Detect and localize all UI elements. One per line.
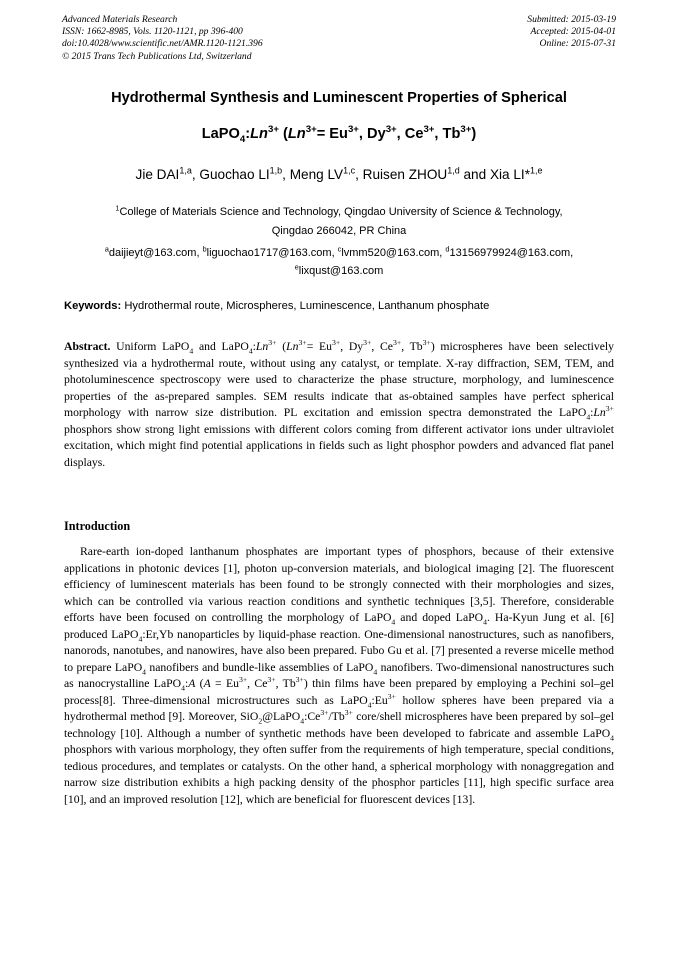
email-address: 13156979924@163.com xyxy=(449,247,571,259)
author-marker: 1,b xyxy=(269,165,283,176)
affiliation-line1 xyxy=(50,203,628,222)
journal-issn: ISSN: 1662-8985, Vols. 1120-1121, pp 396-400 xyxy=(62,26,243,38)
author-marker: 1,d xyxy=(447,165,460,176)
author-name: Xia LI* xyxy=(489,167,531,182)
author-name: Jie DAI xyxy=(135,167,180,182)
author-marker: 1,c xyxy=(343,165,356,176)
affiliation-line2: Qingdao 266042, PR China xyxy=(271,225,407,237)
introduction-text: Rare-earth ion-doped lanthanum phosphates are important types of phosphors, because of their extensive applications in photonic devices [1], photon up-conversion materials, and biological imaging [2]. The fluorescent efficiency of luminescent materials has been found to be strongly connected with their morphologies and sizes, which can be controlled via various reaction conditions and synthetic techniques [3,5]. Therefore, considerable efforts have been focused on controlling the morphology of LaPO$_4$ and doped LaPO$_4$. Ha-Kyun Jung et al. [6] produced LaPO$_4$:Er,Yb nanoparticles by liquid-phase reaction. One-dimensional nanostructures, such as nanofibers, nanorods, nanotubes, and nanowires, have also been prepared. Fubo Gu et al. [7] presented a reverse micelle method to prepare LaPO$_4$ nanofibers and bundle-like assemblies of LaPO$_4$ nanofibers. Two-dimensional nanostructures such as nanocrystalline LaPO$_4$:A ($A = Eu^{3+}$, $Ce^{3+}$, $Tb^{3+}$) thin films have been prepared by employing a Pechini sol–gel process[8]. Three-dimensional microstructures such as $LaPO_4:Eu^{3+}$ hollow spheres have been prepared via a hydrothermal method [9]. Moreover, $SiO_2@LaPO_4:Ce^{3+}/Tb^{3+}$ core/shell microspheres have been prepared by sol–gel technology [10]. Although a number of synthetic methods have been developed to fabricate and assemble LaPO$_4$ phosphors with various morphology, they often suffer from the requirements of high temperature, special conditions, tedious procedures, and templates or catalysts. On the other hand, a spherical morphology with nonaggregation and narrow size distribution exhibits a high packing density of the phosphor particles [11], high specific surface area [10], and an improved resolution [12], which are beneficial for fluorescent devices [13]. xyxy=(64,545,615,806)
introduction-heading: Introduction xyxy=(64,519,131,533)
email-marker: b xyxy=(202,244,207,254)
email-marker: a xyxy=(104,244,109,254)
keywords xyxy=(64,300,624,312)
abstract-text: Uniform LaPO$_4$ and $LaPO_4:Ln^{3+}$ ($Ln^{3+}= Eu^{3+}$, $Dy^{3+}$, $Ce^{3+}$, $Tb^{3+}$) microspheres have been selectively synthesized via a hydrothermal route, without using any catalyst, or template. X-ray diffraction, SEM, TEM, and photoluminescence spectroscopy were used to characterize the phase structure, morphology, and luminescence properties of the as-prepared samples. SEM results indicate that as-obtained samples have perfect spherical morphology with narrow size distribution. PL excitation and emission spectra demonstrated the $LaPO_4:Ln^{3+}$ phosphors show strong light emissions with different colors coming from different activator ions under ultraviolet excitation, which might find potential applications in fields such as light phosphor powders and advanced flat panel displays. xyxy=(64,338,614,469)
email-address: lvmm520@163.com xyxy=(341,247,440,259)
journal-doi: doi:10.4028/www.scientific.net/AMR.1120-1121.396 xyxy=(62,38,263,50)
email-marker: c xyxy=(337,244,342,254)
affiliation-text: College of Materials Science and Technology, Qingdao University of Science & Technology, xyxy=(119,206,563,218)
author-marker: 1,a xyxy=(179,165,192,176)
keywords-label: Keywords: xyxy=(64,300,122,312)
email-address: daijieyt@163.com xyxy=(108,247,197,259)
author-name: Ruisen ZHOU xyxy=(362,167,448,182)
author-name: Meng LV xyxy=(289,167,344,182)
email-list: $^a$daijieyt@163.com, $^b$liguochao1717@163.com, $^c$lvmm520@163.com, $^d$13156979924@163.com, $^e$lixqust@163.com xyxy=(104,244,574,277)
journal-copyright: © 2015 Trans Tech Publications Ltd, Switzerland xyxy=(62,50,252,62)
abstract xyxy=(64,339,614,471)
affiliation-marker: 1 xyxy=(115,203,120,213)
accepted-date: Accepted: 2015-04-01 xyxy=(530,26,616,38)
email-address: liguochao1717@163.com xyxy=(206,247,332,259)
author-name: Guochao LI xyxy=(199,167,270,182)
submitted-date: Submitted: 2015-03-19 xyxy=(527,14,616,25)
email-marker: e xyxy=(294,262,299,272)
journal-header-right xyxy=(527,14,616,51)
paper-title-line1: Hydrothermal Synthesis and Luminescent Properties of Spherical xyxy=(111,90,567,106)
journal-header-left xyxy=(62,14,263,63)
author-marker: 1,e xyxy=(530,165,543,176)
author-list: Jie DAI$^{1,a}$, Guochao LI$^{1,b}$, Meng LV$^{1,c}$, Ruisen ZHOU$^{1,d}$ and Xia LI*$^{1,e}$ xyxy=(135,165,543,182)
email-address: lixqust@163.com xyxy=(298,265,384,277)
keywords-text: Hydrothermal route, Microspheres, Luminescence, Lanthanum phosphate xyxy=(124,300,490,312)
paper-title-line2: $LaPO_4:Ln^{3+}$ ($Ln^{3+}= Eu^{3+}$, $Dy^{3+}$, $Ce^{3+}$, $Tb^{3+}$) xyxy=(201,124,477,145)
email-marker: d xyxy=(445,244,450,254)
abstract-label: Abstract. xyxy=(64,340,111,353)
journal-name: Advanced Materials Research xyxy=(62,14,178,25)
affiliation xyxy=(50,203,628,241)
online-date: Online: 2015-07-31 xyxy=(539,38,616,50)
